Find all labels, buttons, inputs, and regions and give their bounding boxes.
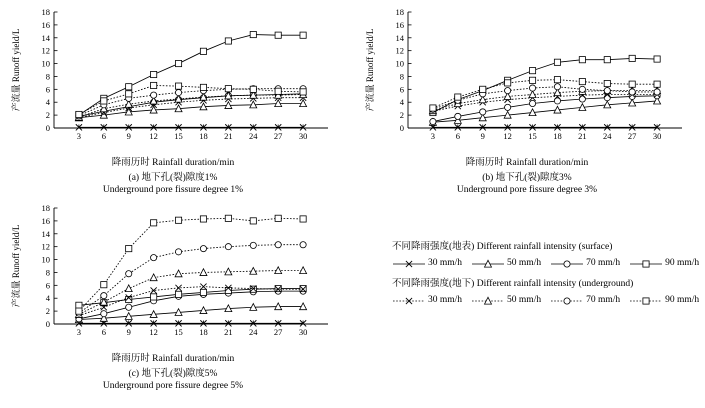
legend-row-underground: [392, 293, 705, 308]
legend-label: 90 mm/h: [665, 258, 700, 268]
legend-item-surface-30: [392, 256, 469, 271]
svg-text:15: 15: [174, 327, 183, 337]
chart-panel-c: [8, 200, 338, 392]
svg-text:24: 24: [603, 131, 612, 141]
svg-text:24: 24: [249, 327, 258, 337]
legend-label: 30 mm/h: [428, 295, 463, 305]
svg-text:6: 6: [101, 327, 106, 337]
svg-text:3: 3: [430, 131, 436, 141]
legend-marker-underground-3: [629, 295, 663, 307]
caption-c-line2: Underground pore fissure degree 5%: [102, 381, 244, 391]
x-axis-title-c: 降雨历时 Rainfall duration/min: [111, 354, 235, 364]
svg-text:12: 12: [41, 45, 50, 56]
svg-text:9: 9: [126, 327, 131, 337]
legend-marker-underground-2: [550, 295, 584, 307]
caption-a-line1: (a) 地下孔(裂)隙度1%: [128, 173, 218, 183]
svg-text:3: 3: [76, 131, 82, 141]
svg-text:10: 10: [41, 58, 50, 69]
x-axis-title-b: 降雨历时 Rainfall duration/min: [465, 158, 589, 168]
svg-text:产流量 Runoff yield/L: 产流量 Runoff yield/L: [11, 28, 21, 112]
svg-text:18: 18: [41, 7, 50, 17]
svg-text:12: 12: [149, 327, 158, 337]
legend-item-underground-30: [392, 293, 469, 308]
svg-text:8: 8: [45, 267, 50, 278]
svg-text:2: 2: [399, 110, 404, 121]
legend-label: 70 mm/h: [586, 258, 621, 268]
caption-c-line1: (c) 地下孔(裂)隙度5%: [128, 369, 218, 379]
plot-svg-a: [8, 4, 338, 154]
legend-heading-underground: 不同降雨强度(地下) Different rainfall intensity (underground): [392, 279, 634, 289]
svg-text:6: 6: [399, 84, 404, 95]
svg-text:产流量 Runoff yield/L: 产流量 Runoff yield/L: [11, 224, 21, 308]
legend-heading-surface: 不同降雨强度(地表) Different rainfall intensity (surface): [392, 242, 613, 252]
svg-text:12: 12: [503, 131, 512, 141]
legend-marker-underground-0: [392, 295, 426, 307]
svg-text:15: 15: [528, 131, 537, 141]
legend-marker-surface-3: [629, 258, 663, 270]
svg-text:16: 16: [395, 19, 404, 30]
svg-text:0: 0: [45, 319, 50, 329]
svg-text:9: 9: [480, 131, 485, 141]
caption-b-line2: Underground pore fissure degree 3%: [456, 185, 598, 195]
svg-text:8: 8: [45, 71, 50, 82]
svg-text:16: 16: [41, 215, 50, 226]
svg-text:21: 21: [578, 131, 587, 141]
svg-text:18: 18: [553, 131, 562, 141]
plot-svg-c: [8, 200, 338, 350]
svg-text:10: 10: [41, 254, 50, 265]
svg-text:10: 10: [395, 58, 404, 69]
svg-text:9: 9: [126, 131, 131, 141]
legend-label: 30 mm/h: [428, 258, 463, 268]
svg-text:4: 4: [399, 97, 404, 108]
legend-label: 50 mm/h: [507, 258, 542, 268]
svg-text:3: 3: [76, 327, 82, 337]
chart-panel-b: [362, 4, 692, 196]
plot-a: [8, 4, 338, 154]
svg-text:12: 12: [41, 241, 50, 252]
svg-text:18: 18: [395, 7, 404, 17]
svg-text:30: 30: [298, 131, 308, 141]
svg-text:14: 14: [41, 32, 50, 43]
plot-b: [362, 4, 692, 154]
svg-text:4: 4: [45, 293, 50, 304]
plot-svg-b: [362, 4, 692, 154]
legend-item-surface-70: [550, 256, 627, 271]
caption-a-line2: Underground pore fissure degree 1%: [102, 185, 244, 195]
legend-marker-surface-2: [550, 258, 584, 270]
svg-text:12: 12: [149, 131, 158, 141]
svg-text:14: 14: [395, 32, 404, 43]
svg-text:18: 18: [41, 203, 50, 213]
legend-item-underground-90: [629, 293, 705, 308]
legend-row-surface: [392, 256, 705, 271]
legend-label: 70 mm/h: [586, 295, 621, 305]
svg-text:8: 8: [399, 71, 404, 82]
legend-label: 50 mm/h: [507, 295, 542, 305]
svg-text:6: 6: [455, 131, 460, 141]
legend-item-surface-90: [629, 256, 705, 271]
svg-text:21: 21: [224, 131, 233, 141]
svg-text:6: 6: [45, 84, 50, 95]
svg-text:21: 21: [224, 327, 233, 337]
caption-c: [8, 368, 338, 392]
svg-text:2: 2: [45, 306, 50, 317]
svg-text:12: 12: [395, 45, 404, 56]
caption-b: [362, 172, 692, 196]
legend-label: 90 mm/h: [665, 295, 700, 305]
svg-text:30: 30: [652, 131, 662, 141]
svg-text:产流量 Runoff yield/L: 产流量 Runoff yield/L: [365, 28, 375, 112]
svg-text:30: 30: [298, 327, 308, 337]
legend-marker-underground-1: [471, 295, 505, 307]
legend-marker-surface-0: [392, 258, 426, 270]
legend: [392, 240, 705, 308]
caption-a: [8, 172, 338, 196]
svg-text:15: 15: [174, 131, 183, 141]
legend-marker-surface-1: [471, 258, 505, 270]
svg-text:18: 18: [199, 327, 208, 337]
legend-item-underground-70: [550, 293, 627, 308]
legend-item-underground-50: [471, 293, 548, 308]
caption-b-line1: (b) 地下孔(裂)隙度3%: [482, 173, 572, 183]
svg-text:0: 0: [399, 123, 404, 133]
svg-text:27: 27: [273, 131, 283, 141]
legend-item-surface-50: [471, 256, 548, 271]
svg-text:4: 4: [45, 97, 50, 108]
x-axis-title-a: 降雨历时 Rainfall duration/min: [111, 158, 235, 168]
svg-text:16: 16: [41, 19, 50, 30]
chart-panel-a: [8, 4, 338, 196]
svg-text:14: 14: [41, 228, 50, 239]
svg-text:27: 27: [627, 131, 637, 141]
svg-text:27: 27: [273, 327, 283, 337]
svg-text:24: 24: [249, 131, 258, 141]
svg-text:2: 2: [45, 110, 50, 121]
svg-text:18: 18: [199, 131, 208, 141]
svg-text:6: 6: [45, 280, 50, 291]
plot-c: [8, 200, 338, 350]
svg-text:6: 6: [101, 131, 106, 141]
svg-text:0: 0: [45, 123, 50, 133]
